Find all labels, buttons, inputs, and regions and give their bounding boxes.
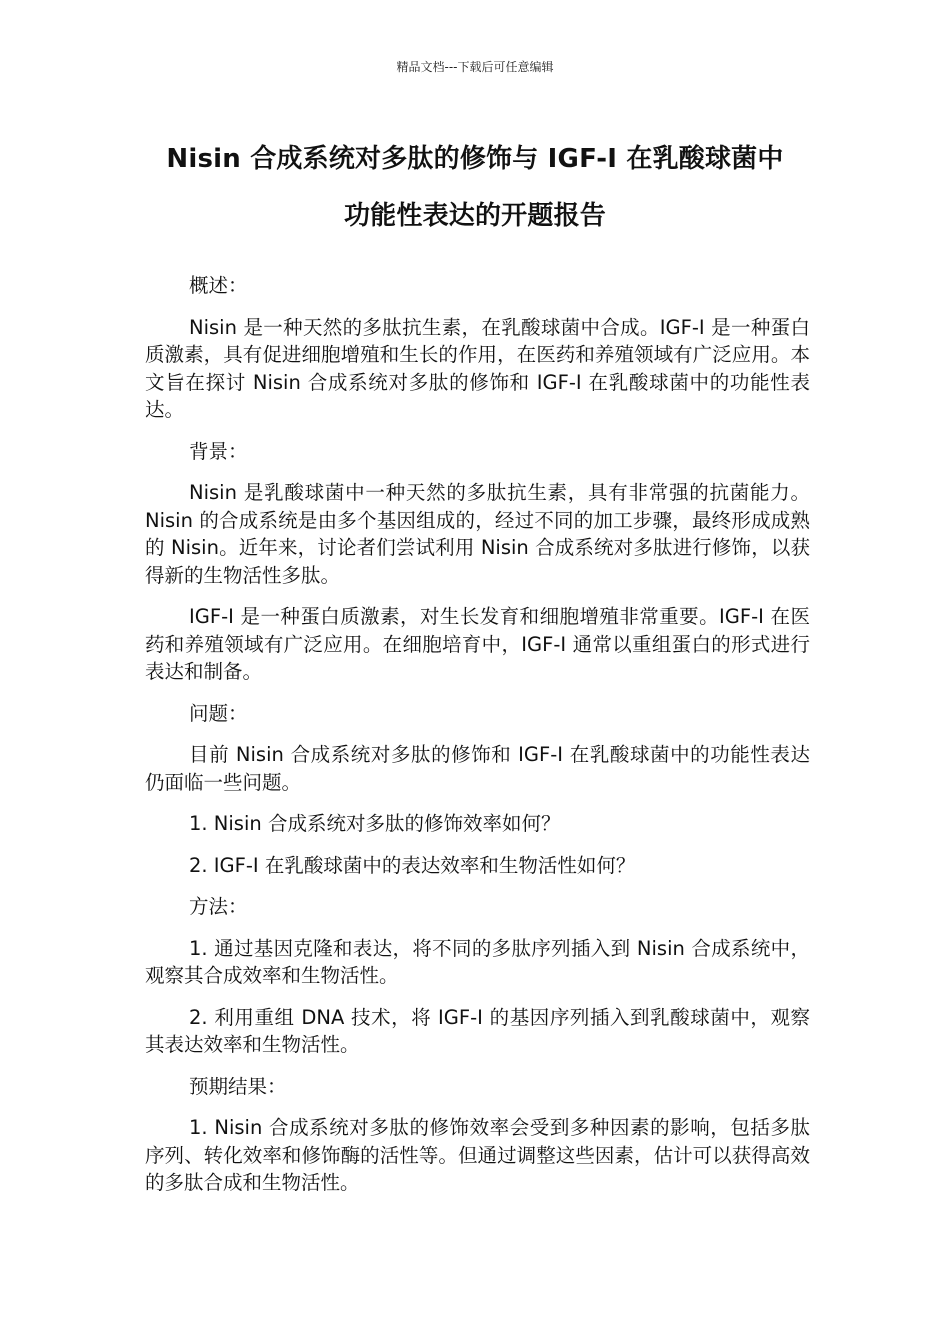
problem-item-2: 2. IGF-I 在乳酸球菌中的表达效率和生物活性如何？ (189, 853, 636, 877)
background-heading: 背景： (189, 439, 248, 463)
method-heading: 方法： (189, 895, 248, 918)
method-item-2: 2. 利用重组 DNA 技术，将 IGF-I 的基因序列插入到乳酸球菌中，观察其表达效率和生物活性。 (145, 1005, 810, 1056)
result-item-1: 1. Nisin 合成系统对多肽的修饰效率会受到多种因素的影响，包括多肽序列、转化效率和修饰酶的活性等。但通过调整这些因素，估计可以获得高效的多肽合成和生物活性。 (145, 1116, 810, 1194)
background-paragraph-1: Nisin 是乳酸球菌中一种天然的多肽抗生素，具有非常强的抗菌能力。Nisin 的合成系统是由多个基因组成的，经过不同的加工步骤，最终形成成熟的 Nisin。近年来，讨论者们尝试利用 Nisin 合成系统对多肽进行修饰，以获得新的生物活性多肽。 (145, 481, 810, 587)
document-title-line-1: Nisin 合成系统对多肽的修饰与 IGF-I 在乳酸球菌中 (166, 144, 784, 174)
problem-item-1: 1. Nisin 合成系统对多肽的修饰效率如何？ (189, 812, 561, 835)
page-header: 精品文档---下载后可任意编辑 (396, 60, 554, 74)
problem-paragraph: 目前 Nisin 合成系统对多肽的修饰和 IGF-I 在乳酸球菌中的功能性表达仍面临一些问题。 (145, 743, 810, 794)
problem-heading: 问题： (189, 701, 248, 725)
result-heading: 预期结果： (189, 1074, 287, 1098)
document-title-line-2: 功能性表达的开题报告 (343, 201, 606, 231)
overview-paragraph: Nisin 是一种天然的多肽抗生素，在乳酸球菌中合成。IGF-I 是一种蛋白质激素，具有促进细胞增殖和生长的作用，在医药和养殖领域有广泛应用。本文旨在探讨 Nisin 合成系统对多肽的修饰和 IGF-I 在乳酸球菌中的功能性表达。 (145, 315, 810, 421)
method-item-1: 1. 通过基因克隆和表达，将不同的多肽序列插入到 Nisin 合成系统中，观察其合成效率和生物活性。 (145, 936, 810, 987)
overview-heading: 概述： (189, 274, 248, 297)
document-body (145, 272, 810, 1211)
background-paragraph-2: IGF-I 是一种蛋白质激素，对生长发育和细胞增殖非常重要。IGF-I 在医药和养殖领域有广泛应用。在细胞培育中，IGF-I 通常以重组蛋白的形式进行表达和制备。 (145, 605, 810, 683)
